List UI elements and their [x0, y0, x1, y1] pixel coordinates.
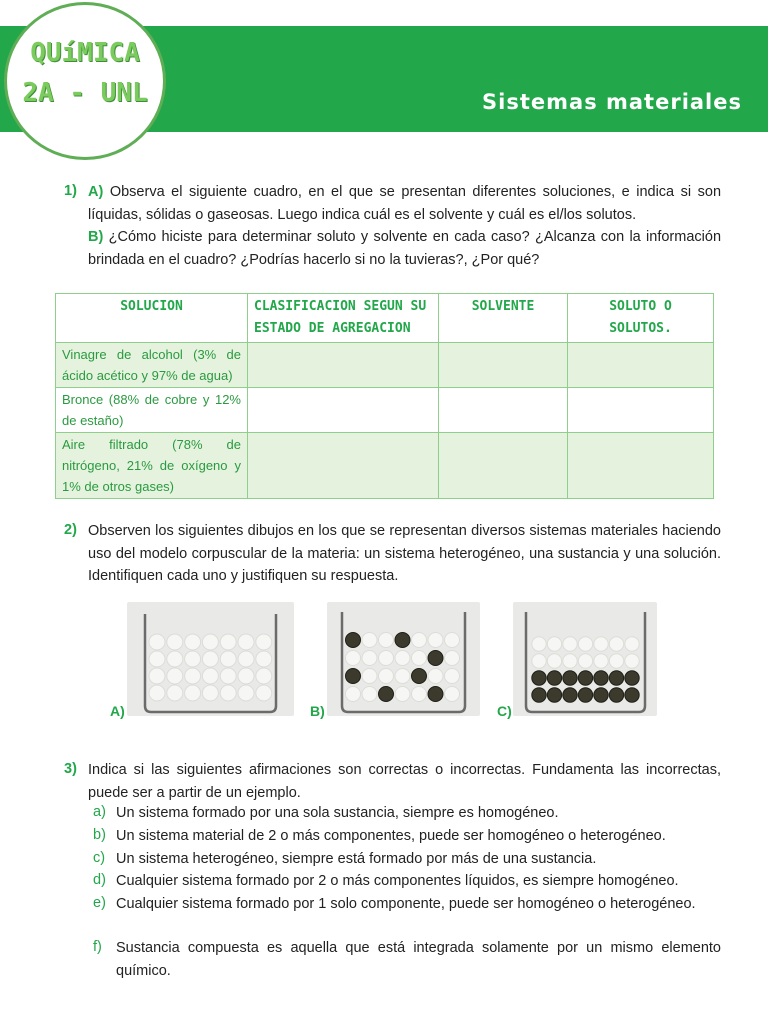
dark-particle [563, 671, 577, 685]
question-3-number: 3) [64, 761, 77, 777]
table-cell-solvente [439, 433, 568, 499]
light-particle [362, 633, 377, 648]
light-particle [395, 651, 410, 666]
light-particle [185, 668, 201, 684]
statement-f-letter: f) [93, 939, 102, 955]
table-cell-solucion: Aire filtrado (78% de nitrógeno, 21% de oxígeno y 1% de otros gases) [56, 433, 248, 499]
dark-particle [547, 688, 561, 702]
question-1-part-a [88, 181, 721, 226]
table-header-solvente: SOLVENTE [439, 294, 568, 343]
dark-particle [609, 688, 623, 702]
figure-c-label: C) [497, 703, 512, 719]
logo-course: 2A - UNL [22, 78, 148, 108]
light-particle [445, 633, 460, 648]
light-particle [609, 637, 623, 651]
statement-c-text: Un sistema heterogéneo, siempre está formado por más de una sustancia. [116, 851, 597, 867]
dark-particle [594, 688, 608, 702]
light-particle [379, 633, 394, 648]
light-particle [149, 651, 165, 667]
light-particle [578, 637, 592, 651]
solutions-table [55, 293, 714, 499]
light-particle [578, 654, 592, 668]
dark-particle [625, 688, 639, 702]
light-particle [220, 668, 236, 684]
dark-particle [346, 633, 361, 648]
light-particle [238, 651, 254, 667]
light-particle [256, 685, 272, 701]
table-cell-solucion: Bronce (88% de cobre y 12% de estaño) [56, 388, 248, 433]
table-cell-clasificacion [248, 388, 439, 433]
light-particle [185, 634, 201, 650]
table-cell-solucion: Vinagre de alcohol (3% de ácido acético y 97% de agua) [56, 343, 248, 388]
statement-b-letter: b) [93, 827, 106, 843]
dark-particle [532, 688, 546, 702]
question-1-text-a: Observa el siguiente cuadro, en el que se presentan diferentes soluciones, e indica si son líquidas, sólidas o gaseosas. Luego indica cuál es el solvente y cuál es el/los solutos. [88, 184, 722, 223]
figure-b-label: B) [310, 703, 325, 719]
light-particle [185, 651, 201, 667]
figure-b-drawing [327, 602, 480, 716]
table-header-clasificacion: CLASIFICACION SEGUN SU ESTADO DE AGREGACION [248, 294, 439, 343]
light-particle [167, 668, 183, 684]
table-cell-soluto [568, 433, 714, 499]
dark-particle [578, 688, 592, 702]
light-particle [362, 651, 377, 666]
light-particle [220, 651, 236, 667]
dark-particle [563, 688, 577, 702]
statement-f-text: Sustancia compuesta es aquella que está integrada solamente por un mismo elemento químico. [116, 940, 721, 979]
dark-particle [428, 687, 443, 702]
light-particle [445, 687, 460, 702]
table-header-soluto: SOLUTO O SOLUTOS. [568, 294, 714, 343]
light-particle [202, 651, 218, 667]
figure-c-heterogeneous [513, 602, 657, 716]
statement-e-letter: e) [93, 895, 106, 911]
light-particle [149, 685, 165, 701]
light-particle [149, 668, 165, 684]
light-particle [532, 637, 546, 651]
light-particle [202, 668, 218, 684]
dark-particle [625, 671, 639, 685]
dark-particle [578, 671, 592, 685]
question-1-text-b: ¿Cómo hiciste para determinar soluto y solvente en cada caso? ¿Alcanza con la información brindada en el cuadro? ¿Podrías hacerlo si no la tuvieras?, ¿Por qué? [88, 229, 722, 268]
statement-a-text: Un sistema formado por una sola sustancia, siempre es homogéneo. [116, 805, 559, 821]
light-particle [185, 685, 201, 701]
dark-particle [412, 669, 427, 684]
light-particle [395, 687, 410, 702]
light-particle [412, 687, 427, 702]
page-title: Sistemas materiales [482, 90, 742, 114]
dark-particle [532, 671, 546, 685]
table-row [56, 433, 714, 499]
light-particle [379, 669, 394, 684]
light-particle [238, 685, 254, 701]
light-particle [428, 633, 443, 648]
light-particle [625, 654, 639, 668]
question-3-intro: Indica si las siguientes afirmaciones son correctas o incorrectas. Fundamenta las incorrectas, puede ser a partir de un ejemplo. [88, 762, 721, 801]
light-particle [445, 651, 460, 666]
statement-d-letter: d) [93, 872, 106, 888]
question-2-number: 2) [64, 522, 77, 538]
table-cell-soluto [568, 343, 714, 388]
light-particle [395, 669, 410, 684]
light-particle [594, 654, 608, 668]
question-2-text: Observen los siguientes dibujos en los que se representan diversos sistemas materiales haciendo uso del modelo corpuscular de la materia: un sistema heterogéneo, una sustancia y una solución. Identifiquen cada uno y justifiquen su respuesta. [88, 523, 721, 584]
light-particle [428, 669, 443, 684]
light-particle [563, 637, 577, 651]
table-row [56, 388, 714, 433]
light-particle [346, 651, 361, 666]
statement-d-text: Cualquier sistema formado por 2 o más componentes líquidos, es siempre homogéneo. [116, 873, 679, 889]
light-particle [256, 668, 272, 684]
light-particle [256, 634, 272, 650]
dark-particle [346, 669, 361, 684]
dark-particle [547, 671, 561, 685]
light-particle [412, 651, 427, 666]
figure-a-label: A) [110, 703, 125, 719]
question-1-part-b [88, 226, 721, 271]
table-cell-clasificacion [248, 433, 439, 499]
light-particle [167, 651, 183, 667]
figure-b-solution [327, 602, 480, 716]
light-particle [202, 634, 218, 650]
statement-a-letter: a) [93, 804, 106, 820]
statement-b-text: Un sistema material de 2 o más componentes, puede ser homogéneo o heterogéneo. [116, 828, 666, 844]
dark-particle [428, 651, 443, 666]
light-particle [594, 637, 608, 651]
light-particle [202, 685, 218, 701]
light-particle [167, 685, 183, 701]
light-particle [625, 637, 639, 651]
light-particle [220, 685, 236, 701]
light-particle [532, 654, 546, 668]
question-1-number: 1) [64, 183, 77, 199]
light-particle [362, 687, 377, 702]
light-particle [609, 654, 623, 668]
light-particle [167, 634, 183, 650]
light-particle [149, 634, 165, 650]
table-row [56, 343, 714, 388]
dark-particle [395, 633, 410, 648]
light-particle [445, 669, 460, 684]
light-particle [547, 637, 561, 651]
dark-particle [379, 687, 394, 702]
table-cell-soluto [568, 388, 714, 433]
light-particle [346, 687, 361, 702]
logo-subject: QUíMICA [30, 38, 140, 68]
figure-a-drawing [127, 602, 294, 716]
statement-c-letter: c) [93, 850, 106, 866]
light-particle [362, 669, 377, 684]
figure-a-substance [127, 602, 294, 716]
table-header-solucion: SOLUCION [56, 294, 248, 343]
table-cell-solvente [439, 388, 568, 433]
table-cell-clasificacion [248, 343, 439, 388]
figure-c-drawing [513, 602, 657, 716]
light-particle [238, 668, 254, 684]
table-cell-solvente [439, 343, 568, 388]
light-particle [563, 654, 577, 668]
light-particle [256, 651, 272, 667]
light-particle [547, 654, 561, 668]
question-1-label-a: A) [88, 184, 104, 200]
dark-particle [594, 671, 608, 685]
table-header-row [56, 294, 714, 343]
light-particle [412, 633, 427, 648]
statement-e-text: Cualquier sistema formado por 1 solo componente, puede ser homogéneo o heterogéneo. [116, 896, 696, 912]
dark-particle [609, 671, 623, 685]
question-1-label-b: B) [88, 229, 104, 245]
light-particle [238, 634, 254, 650]
light-particle [379, 651, 394, 666]
light-particle [220, 634, 236, 650]
